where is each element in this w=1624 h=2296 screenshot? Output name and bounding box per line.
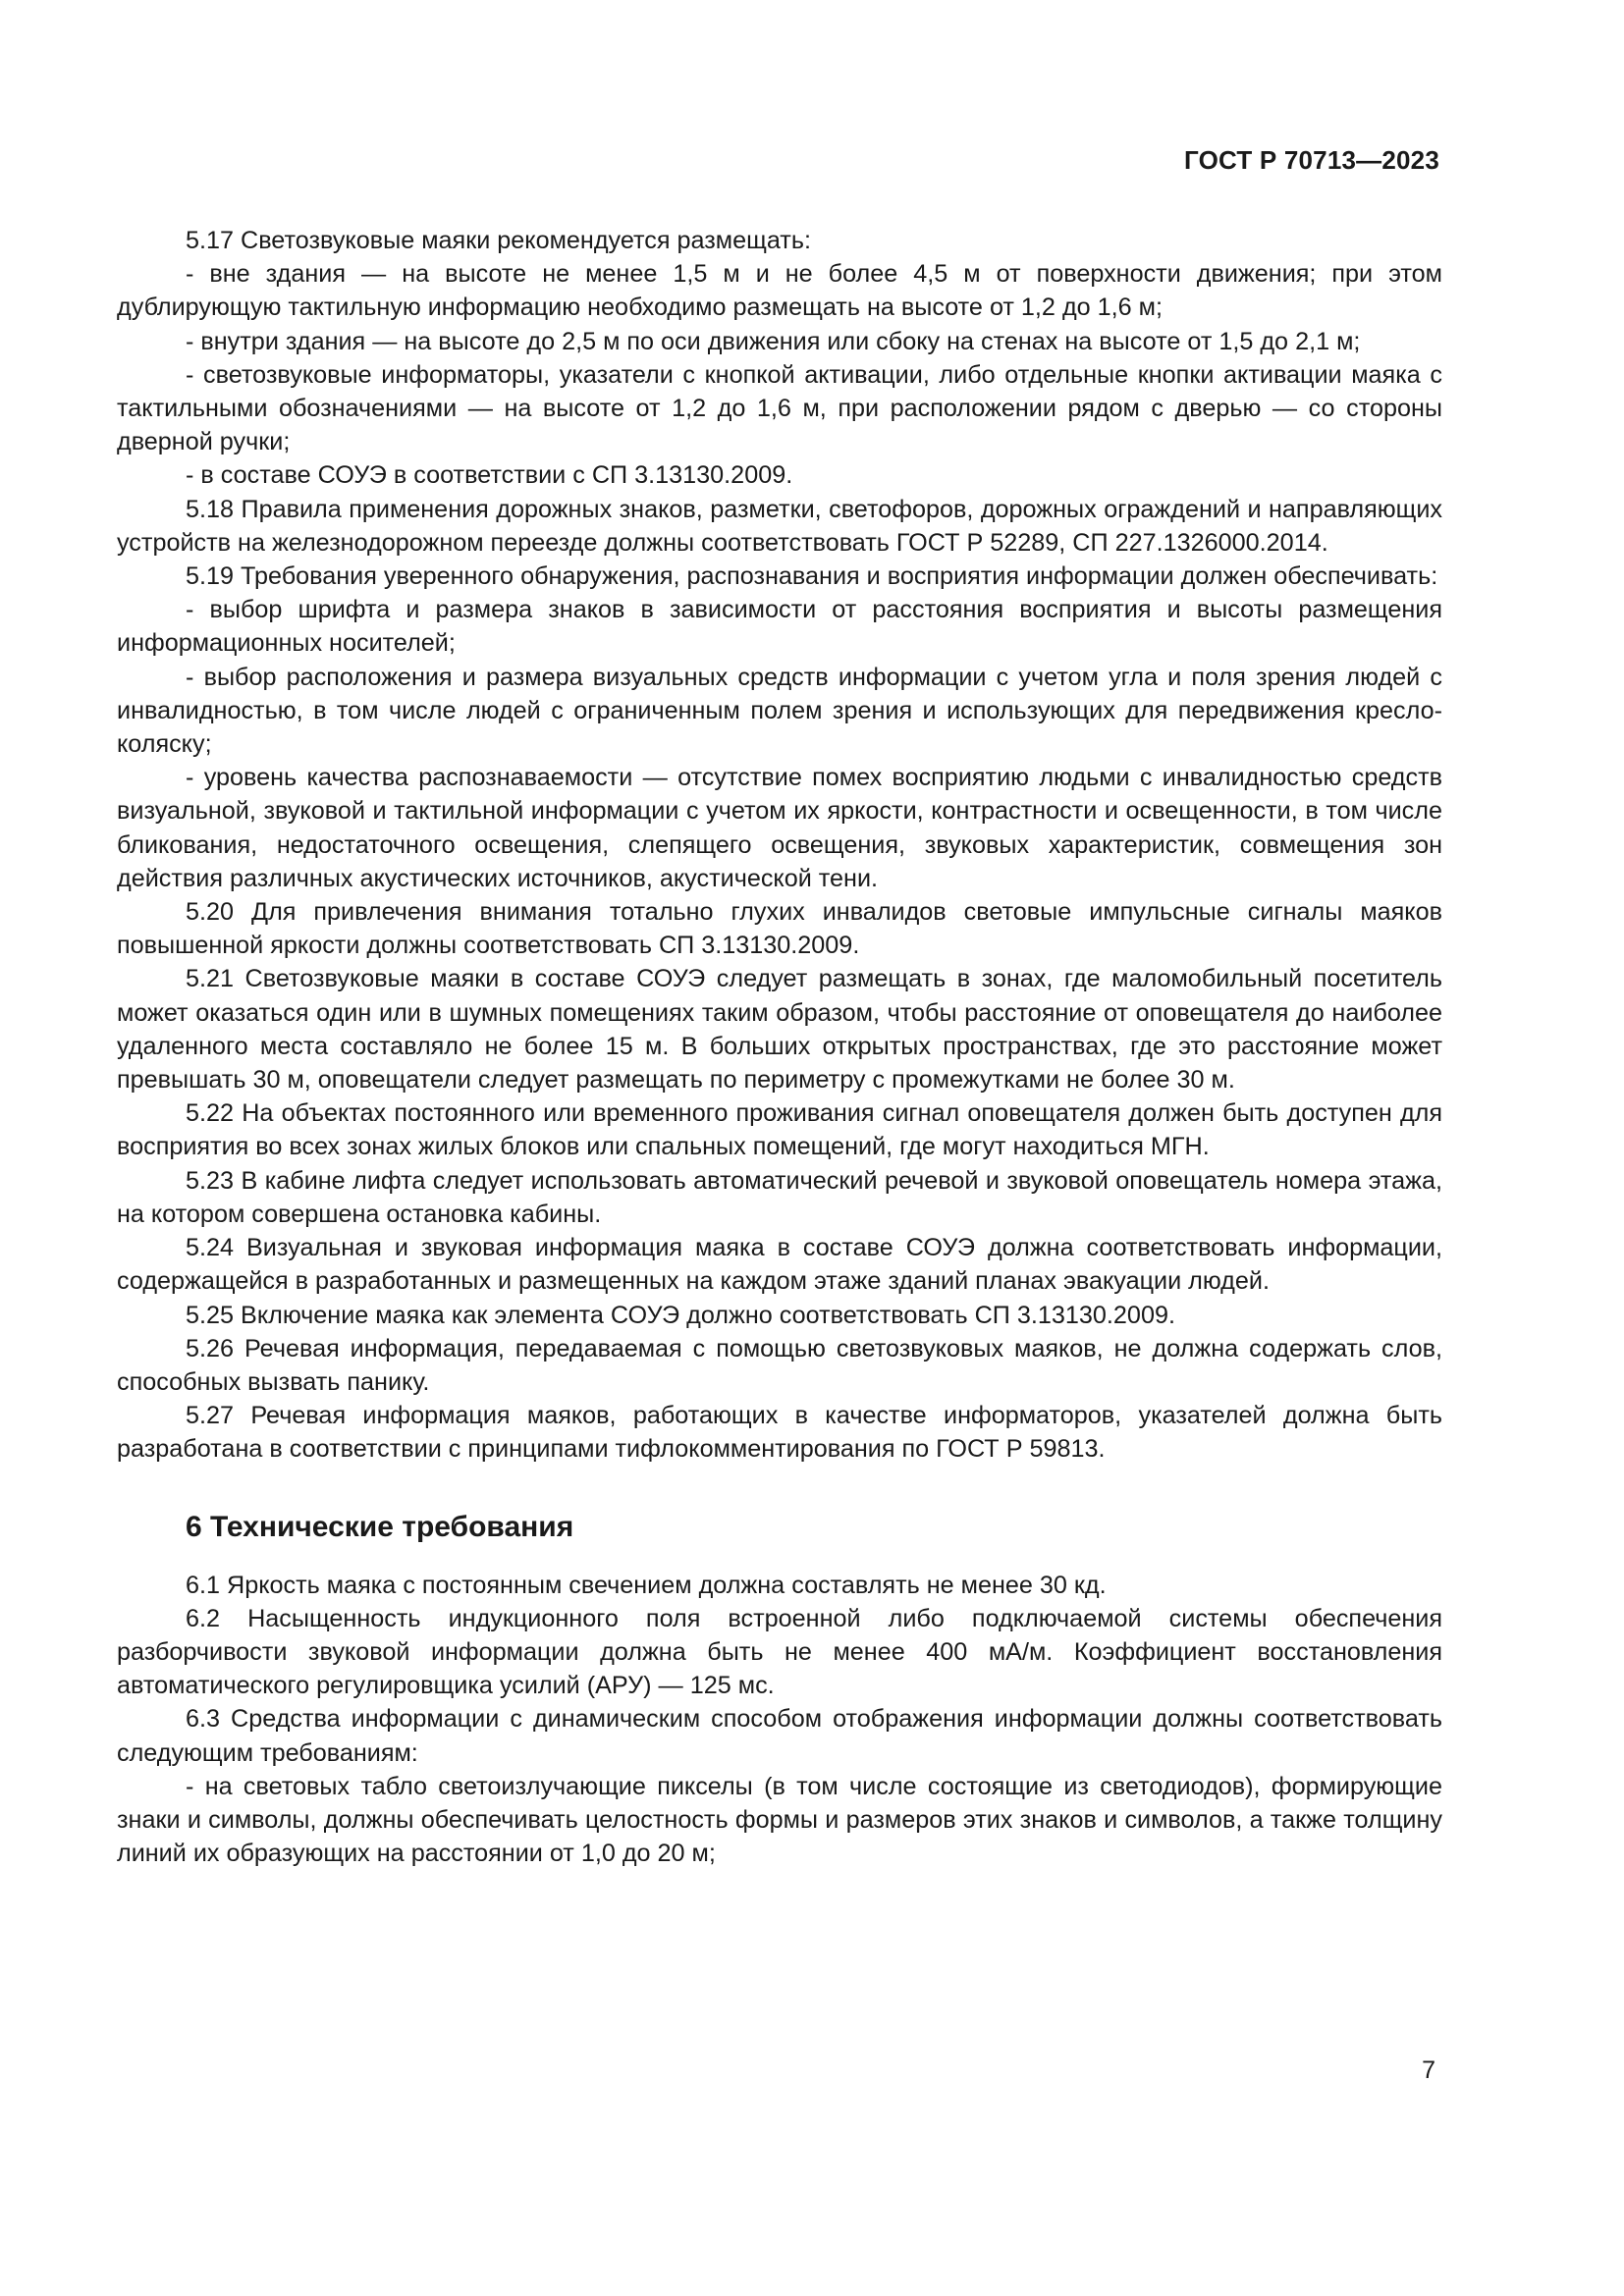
paragraph: - светозвуковые информаторы, указатели с кнопкой активации, либо отдельные кнопки активации маяка с тактильными обозначениями — на высоте от 1,2 до 1,6 м, при расположении рядом с дверью — со стороны дверной ручки; bbox=[117, 360, 1442, 456]
section-title: 6 Технические требования bbox=[186, 1510, 574, 1543]
paragraph: 5.17 Светозвуковые маяки рекомендуется размещать: bbox=[186, 227, 811, 254]
document-header: ГОСТ Р 70713—2023 bbox=[1184, 145, 1439, 175]
paragraph: - выбор расположения и размера визуальных средств информации с учетом угла и поля зрения людей с инвалидностью, в том числе людей с ограниченным полем зрения и использующих для передвижения кресло-коляску; bbox=[117, 663, 1442, 759]
paragraph: 5.21 Светозвуковые маяки в составе СОУЭ следует размещать в зонах, где маломобильный посетитель может оказаться один или в шумных помещениях таким образом, чтобы расстояние от оповещателя до наиболее удаленного места составляло не более 15 м. В больших открытых пространствах, где это расстояние может превышать 30 м, оповещатели следует размещать по периметру с промежутками не более 30 м. bbox=[117, 965, 1442, 1095]
paragraph: 5.26 Речевая информация, передаваемая с помощью светозвуковых маяков, не должна содержать слов, способных вызвать панику. bbox=[117, 1334, 1442, 1396]
paragraph: - в составе СОУЭ в соответствии с СП 3.13130.2009. bbox=[186, 461, 793, 490]
paragraph: - уровень качества распознаваемости — отсутствие помех восприятию людьми с инвалидностью средств визуальной, звуковой и тактильной информации с учетом их яркости, контрастности и освещенности, в том числе бликования, недостаточного освещения, слепящего освещения, звуковых характеристик, совмещения зон действия различных акустических источников, акустической тени. bbox=[117, 764, 1442, 892]
paragraph: - выбор шрифта и размера знаков в зависимости от расстояния восприятия и высоты размещения информационных носителей; bbox=[117, 596, 1442, 658]
paragraph: 6.3 Средства информации с динамическим способом отображения информации должны соответствовать следующим требованиям: bbox=[117, 1705, 1442, 1767]
paragraph: 6.1 Яркость маяка с постоянным свечением должна составлять не менее 30 кд. bbox=[186, 1571, 1107, 1599]
paragraph: 5.23 В кабине лифта следует использовать автоматический речевой и звуковой оповещатель номера этажа, на котором совершена остановка кабины. bbox=[117, 1166, 1442, 1228]
paragraph: 5.18 Правила применения дорожных знаков, разметки, светофоров, дорожных ограждений и направляющих устройств на железнодорожном переезде должны соответствовать ГОСТ Р 52289, СП 227.1326000.2014. bbox=[117, 495, 1442, 557]
paragraph: 5.19 Требования уверенного обнаружения, распознавания и восприятия информации должен обеспечивать: bbox=[186, 562, 1438, 591]
paragraph: - вне здания — на высоте не менее 1,5 м и не более 4,5 м от поверхности движения; при этом дублирующую тактильную информацию необходимо размещать на высоте от 1,2 до 1,6 м; bbox=[117, 260, 1442, 322]
paragraph: 5.24 Визуальная и звуковая информация маяка в составе СОУЭ должна соответствовать информации, содержащейся в разработанных и размещенных на каждом этаже зданий планах эвакуации людей. bbox=[117, 1234, 1442, 1296]
document-body bbox=[117, 224, 1442, 1870]
paragraph: 5.25 Включение маяка как элемента СОУЭ должно соответствовать СП 3.13130.2009. bbox=[186, 1301, 1175, 1329]
paragraph: - внутри здания — на высоте до 2,5 м по оси движения или сбоку на стенах на высоте от 1,5 до 2,1 м; bbox=[186, 327, 1361, 355]
paragraph: - на световых табло светоизлучающие пикселы (в том числе состоящие из светодиодов), формирующие знаки и символы, должны обеспечивать целостность формы и размеров этих знаков и символов, а также толщину линий их образующих на расстоянии от 1,0 до 20 м; bbox=[117, 1772, 1442, 1868]
paragraph: 5.22 На объектах постоянного или временного проживания сигнал оповещателя должен быть доступен для восприятия во всех зонах жилых блоков или спальных помещений, где могут находиться МГН. bbox=[117, 1099, 1442, 1161]
paragraph: 5.20 Для привлечения внимания тотально глухих инвалидов световые импульсные сигналы маяков повышенной яркости должны соответствовать СП 3.13130.2009. bbox=[117, 898, 1442, 960]
paragraph: 5.27 Речевая информация маяков, работающих в качестве информаторов, указателей должна быть разработана в соответствии с принципами тифлокомментирования по ГОСТ Р 59813. bbox=[117, 1402, 1442, 1464]
paragraph: 6.2 Насыщенность индукционного поля встроенной либо подключаемой системы обеспечения разборчивости звуковой информации должна быть не менее 400 мА/м. Коэффициент восстановления автоматического регулировщика усилий (АРУ) — 125 мс. bbox=[117, 1604, 1442, 1700]
page-number: 7 bbox=[1422, 2056, 1435, 2084]
